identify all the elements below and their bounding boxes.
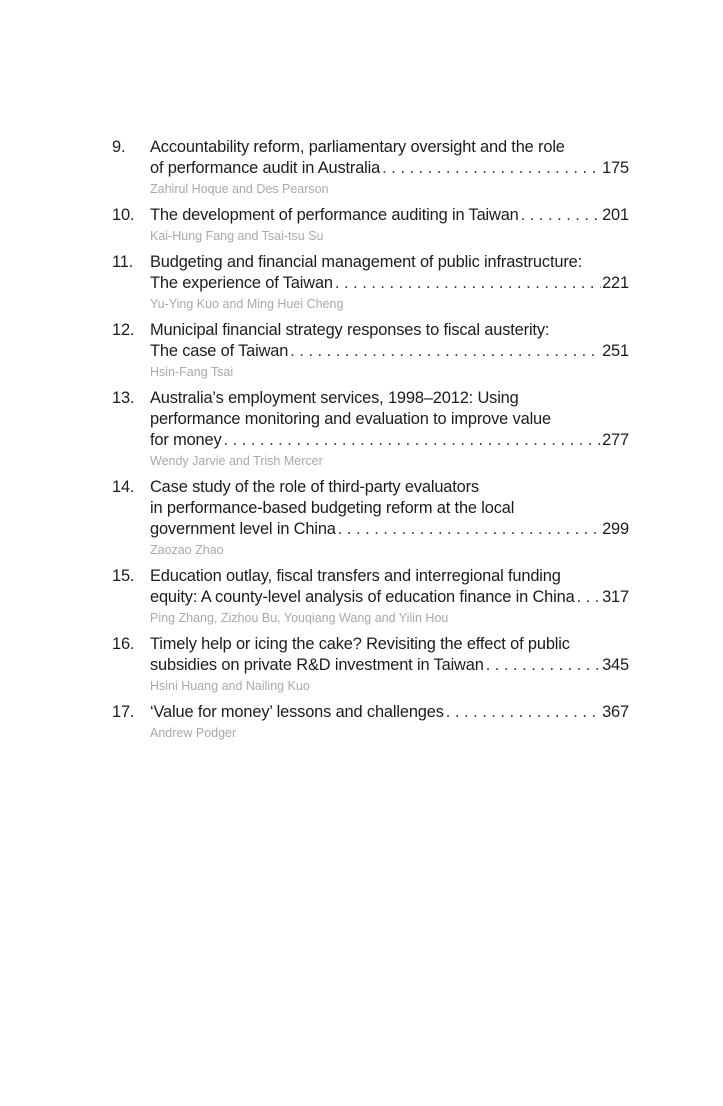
dot-leader [446, 702, 601, 723]
page-number[interactable]: 201 [602, 206, 629, 224]
chapter-number: 11. [112, 253, 134, 271]
dot-leader [338, 519, 601, 540]
page-number[interactable]: 277 [602, 431, 629, 449]
chapter-number: 13. [112, 389, 135, 407]
page-number[interactable]: 251 [602, 342, 629, 360]
toc-entry-16[interactable] [112, 634, 629, 695]
toc-entry-12[interactable] [112, 320, 629, 381]
chapter-authors: Yu-Ying Kuo and Ming Huei Cheng [150, 297, 344, 311]
chapter-title-line: Municipal financial strategy responses to fiscal austerity: [150, 321, 550, 339]
chapter-authors: Wendy Jarvie and Trish Mercer [150, 454, 323, 468]
chapter-authors: Andrew Podger [150, 726, 237, 740]
chapter-title-line: performance monitoring and evaluation to improve value [150, 410, 551, 428]
dot-leader [335, 273, 601, 294]
table-of-contents [112, 137, 629, 749]
chapter-authors: Hsin-Fang Tsai [150, 365, 234, 379]
chapter-number: 17. [112, 703, 135, 721]
chapter-number: 15. [112, 567, 135, 585]
page-number[interactable]: 367 [602, 703, 629, 721]
page-number[interactable]: 299 [602, 520, 629, 538]
page-number[interactable]: 345 [602, 656, 629, 674]
chapter-authors: Hsini Huang and Nailing Kuo [150, 679, 310, 693]
chapter-authors: Ping Zhang, Zizhou Bu, Youqiang Wang and Yilin Hou [150, 611, 449, 625]
chapter-title-line: for money [150, 431, 222, 449]
toc-entry-9[interactable] [112, 137, 629, 198]
chapter-title-line: The development of performance auditing in Taiwan [150, 206, 519, 224]
chapter-number: 10. [112, 206, 135, 224]
chapter-number: 9. [112, 138, 126, 156]
toc-entry-15[interactable] [112, 566, 629, 627]
toc-entry-10[interactable] [112, 205, 629, 245]
chapter-title-line: Budgeting and financial management of public infrastructure: [150, 253, 582, 271]
page-number[interactable]: 221 [602, 274, 629, 292]
toc-entry-13[interactable] [112, 388, 629, 470]
dot-leader [224, 430, 602, 451]
chapter-title-line: Australia’s employment services, 1998–2012: Using [150, 389, 519, 407]
toc-entry-14[interactable] [112, 477, 629, 559]
chapter-title-line: in performance-based budgeting reform at the local [150, 499, 515, 517]
chapter-title-line: Education outlay, fiscal transfers and interregional funding [150, 567, 561, 585]
chapter-title-line: Case study of the role of third-party evaluators [150, 478, 479, 496]
chapter-authors: Zahirul Hoque and Des Pearson [150, 182, 329, 196]
chapter-title-line: government level in China [150, 520, 336, 538]
chapter-title-line: subsidies on private R&D investment in Taiwan [150, 656, 484, 674]
chapter-title-line: of performance audit in Australia [150, 159, 381, 177]
dot-leader [486, 655, 601, 676]
toc-entry-11[interactable] [112, 252, 629, 313]
chapter-title-line: ‘Value for money’ lessons and challenges [150, 703, 444, 721]
page-number[interactable]: 175 [602, 159, 629, 177]
chapter-authors: Zaozao Zhao [150, 543, 224, 557]
chapter-title-line: The experience of Taiwan [150, 274, 333, 292]
chapter-title-line: Accountability reform, parliamentary oversight and the role [150, 138, 565, 156]
chapter-authors: Kai-Hung Fang and Tsai-tsu Su [150, 229, 324, 243]
toc-entry-17[interactable] [112, 702, 629, 742]
dot-leader [382, 158, 601, 179]
chapter-number: 12. [112, 321, 135, 339]
chapter-number: 16. [112, 635, 135, 653]
dot-leader [577, 587, 602, 608]
chapter-title-line: The case of Taiwan [150, 342, 289, 360]
chapter-number: 14. [112, 478, 135, 496]
chapter-title-line: equity: A county-level analysis of education finance in China [150, 588, 575, 606]
chapter-title-line: Timely help or icing the cake? Revisiting the effect of public [150, 635, 570, 653]
dot-leader [521, 205, 601, 226]
page-number[interactable]: 317 [602, 588, 629, 606]
dot-leader [290, 341, 601, 362]
